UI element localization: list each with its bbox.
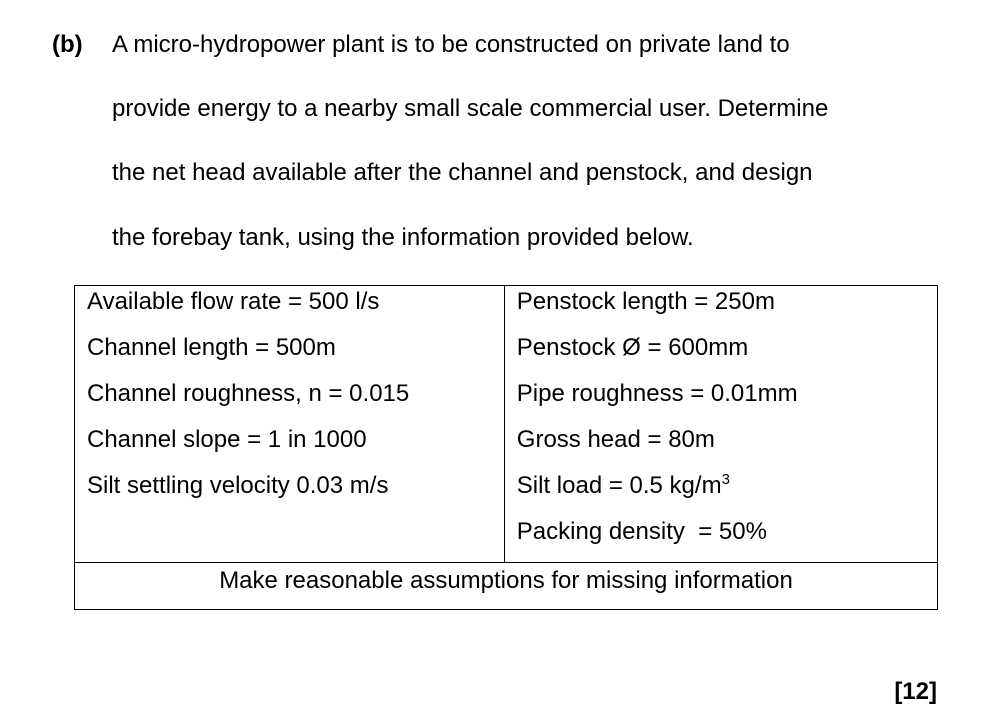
channel-slope: Channel slope = 1 in 1000 bbox=[87, 426, 367, 453]
question-text-line-4: the forebay tank, using the information provided below. bbox=[112, 224, 694, 251]
silt-load-text: Silt load = 0.5 kg/m bbox=[516, 472, 722, 499]
gross-head: Gross head = 80m bbox=[516, 426, 715, 453]
silt-load bbox=[505, 470, 937, 516]
question-text-line-1: A micro-hydropower plant is to be constructed on private land to bbox=[112, 31, 790, 58]
silt-load-superscript: 3 bbox=[721, 471, 730, 488]
question-text-line-2: provide energy to a nearby small scale commercial user. Determine bbox=[112, 95, 829, 122]
right-column-cell bbox=[504, 286, 937, 563]
pipe-roughness: Pipe roughness = 0.01mm bbox=[516, 380, 798, 407]
channel-length: Channel length = 500m bbox=[87, 334, 336, 361]
penstock-length: Penstock length = 250m bbox=[516, 288, 775, 315]
silt-settling-velocity: Silt settling velocity 0.03 m/s bbox=[87, 472, 389, 499]
marks-label: [12] bbox=[894, 678, 937, 705]
penstock-diameter: Penstock Ø = 600mm bbox=[516, 334, 749, 361]
question-text-line-3: the net head available after the channel and penstock, and design bbox=[112, 159, 813, 186]
data-row bbox=[75, 286, 938, 563]
channel-roughness: Channel roughness, n = 0.015 bbox=[87, 380, 410, 407]
question-label: (b) bbox=[52, 31, 83, 58]
assumptions-note: Make reasonable assumptions for missing information bbox=[75, 563, 938, 610]
available-flow-rate: Available flow rate = 500 l/s bbox=[87, 288, 380, 315]
footer-row bbox=[75, 563, 938, 610]
left-column-cell bbox=[75, 286, 505, 563]
packing-density: Packing density = 50% bbox=[516, 518, 767, 545]
given-information-table bbox=[74, 285, 938, 610]
